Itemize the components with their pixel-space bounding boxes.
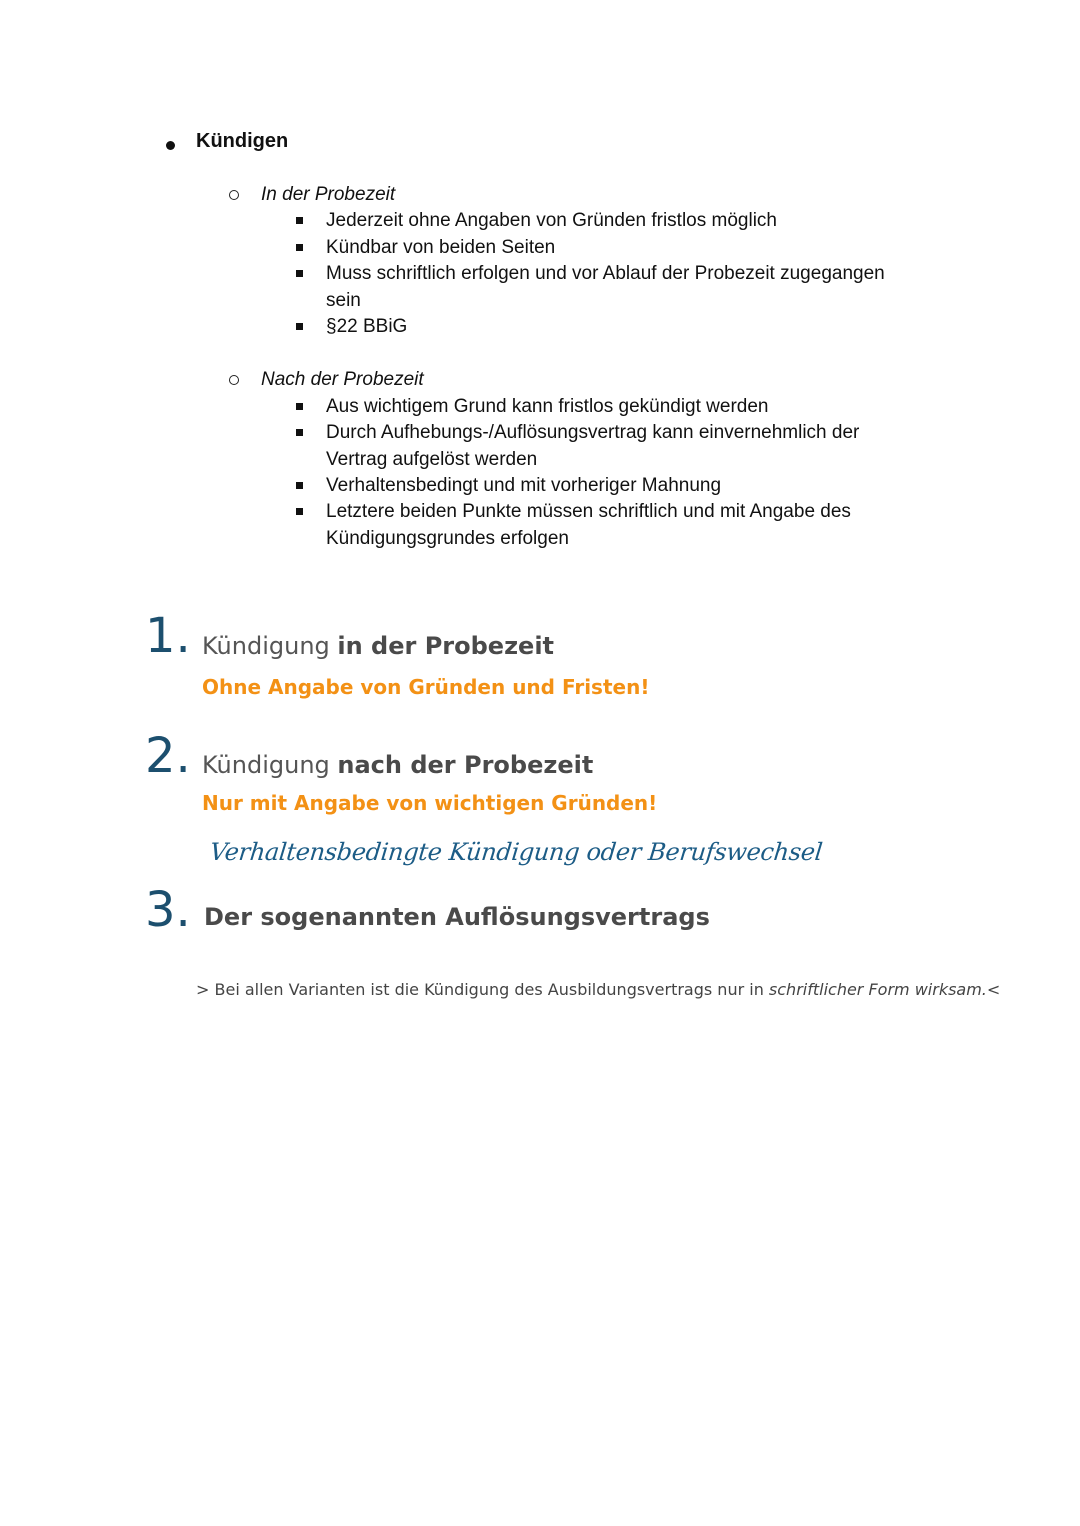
heading-bold: Der sogenannten Auflösungsvertrags bbox=[204, 903, 710, 931]
orange-note-2: Nur mit Angabe von wichtigen Gründen! bbox=[202, 791, 658, 815]
number-2: 2. bbox=[145, 728, 191, 784]
list-item: §22 BBiG bbox=[326, 316, 408, 337]
square-bullet-icon bbox=[296, 482, 303, 489]
subsection-title-nach-probezeit: Nach der Probezeit bbox=[261, 369, 424, 390]
numbered-heading-1 bbox=[202, 632, 554, 660]
section-heading: Kündigen bbox=[196, 130, 289, 152]
heading-bold: nach der Probezeit bbox=[337, 751, 594, 779]
orange-note-1: Ohne Angabe von Gründen und Fristen! bbox=[202, 675, 650, 699]
list-item: Kündbar von beiden Seiten bbox=[326, 237, 556, 258]
handwritten-note: Verhaltensbedingte Kündigung oder Berufswechsel bbox=[208, 838, 824, 866]
list-item: Letztere beiden Punkte müssen schriftlich und mit Angabe des bbox=[326, 501, 851, 522]
note-end: < bbox=[986, 980, 1001, 999]
subsection-title-probezeit: In der Probezeit bbox=[261, 184, 396, 205]
heading-prefix: Kündigung bbox=[202, 751, 338, 779]
note-italic: schriftlicher Form wirksam. bbox=[768, 980, 987, 999]
numbered-heading-3 bbox=[204, 903, 710, 931]
circle-bullet-icon bbox=[229, 190, 239, 200]
list-item-continuation: sein bbox=[326, 290, 361, 311]
square-bullet-icon bbox=[296, 403, 303, 410]
number-3: 3. bbox=[145, 882, 191, 938]
footer-note bbox=[196, 980, 1000, 999]
square-bullet-icon bbox=[296, 270, 303, 277]
square-bullet-icon bbox=[296, 323, 303, 330]
list-item-continuation: Vertrag aufgelöst werden bbox=[326, 449, 538, 470]
note-start: > Bei allen Varianten ist die Kündigung des Ausbildungsvertrags nur in bbox=[196, 980, 769, 999]
list-item: Verhaltensbedingt und mit vorheriger Mahnung bbox=[326, 475, 722, 496]
square-bullet-icon bbox=[296, 508, 303, 515]
heading-bold: in der Probezeit bbox=[337, 632, 555, 660]
list-item: Durch Aufhebungs-/Auflösungsvertrag kann einvernehmlich der bbox=[326, 422, 860, 443]
list-item: Jederzeit ohne Angaben von Gründen fristlos möglich bbox=[326, 210, 777, 231]
bullet-dot-icon bbox=[166, 141, 175, 150]
number-1: 1. bbox=[145, 608, 191, 664]
list-item: Muss schriftlich erfolgen und vor Ablauf der Probezeit zugegangen bbox=[326, 263, 885, 284]
square-bullet-icon bbox=[296, 217, 303, 224]
circle-bullet-icon bbox=[229, 375, 239, 385]
heading-prefix: Kündigung bbox=[202, 632, 338, 660]
numbered-heading-2 bbox=[202, 751, 593, 779]
square-bullet-icon bbox=[296, 244, 303, 251]
square-bullet-icon bbox=[296, 429, 303, 436]
list-item: Aus wichtigem Grund kann fristlos gekündigt werden bbox=[326, 396, 769, 417]
list-item-continuation: Kündigungsgrundes erfolgen bbox=[326, 528, 569, 549]
